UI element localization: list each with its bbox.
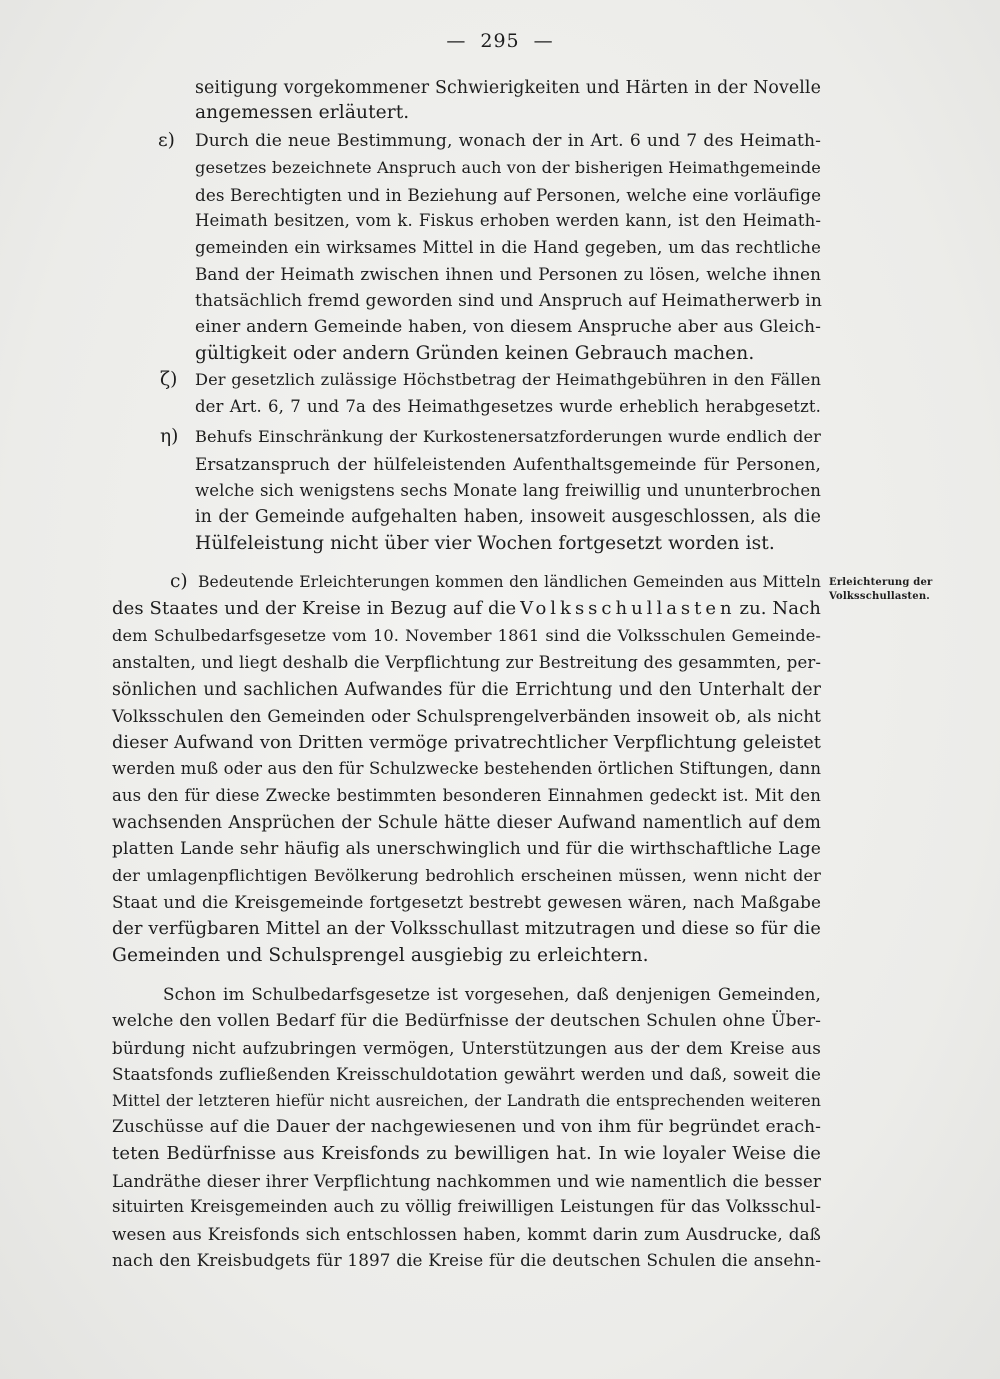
text-line: bürdung nicht aufzubringen vermögen, Unterstützungen aus der dem Kreise aus <box>112 1038 821 1058</box>
text-line: dem Schulbedarfsgesetze vom 10. November 1861 sind die Volksschulen Gemeinde- <box>112 626 821 645</box>
margin-note-line: Volksschullasten. <box>829 591 930 602</box>
text-line: sönlichen und sachlichen Aufwandes für die Errichtung und den Unterhalt der <box>112 680 821 700</box>
text-line: Volksschulen den Gemeinden oder Schulsprengelverbänden insoweit ob, als nicht <box>112 706 821 726</box>
text-line: wesen aus Kreisfonds sich entschlossen haben, kommt darin zum Ausdrucke, daß <box>112 1224 821 1244</box>
text-line: Durch die neue Bestimmung, wonach der in Art. 6 und 7 des Heimath- <box>195 131 821 151</box>
text-line: Band der Heimath zwischen ihnen und Personen zu lösen, welche ihnen <box>195 264 821 284</box>
dash-right: — <box>533 30 554 52</box>
text-line: gemeinden ein wirksames Mittel in die Hand gegeben, um das rechtliche <box>195 238 821 257</box>
text-line: Gemeinden und Schulsprengel ausgiebig zu erleichtern. <box>112 945 649 966</box>
text-line: angemessen erläutert. <box>195 102 410 123</box>
text-line: situirten Kreisgemeinden auch zu völlig freiwilligen Leistungen für das Volksschul- <box>112 1197 821 1216</box>
emphasized-term: Volksschullasten <box>520 598 736 619</box>
text-segment: des Staates und der Kreise in Bezug auf die <box>112 598 517 619</box>
text-line: teten Bedürfnisse aus Kreisfonds zu bewilligen hat. In wie loyaler Weise die <box>112 1143 821 1164</box>
text-line: Landräthe dieser ihrer Verpflichtung nachkommen und wie namentlich die besser <box>112 1171 821 1191</box>
text-line: dieser Aufwand von Dritten vermöge privatrechtlicher Verpflichtung geleistet <box>112 733 821 753</box>
text-line: Der gesetzlich zulässige Höchstbetrag der Heimathgebühren in den Fällen <box>195 370 821 389</box>
section-marker: c) <box>170 571 188 592</box>
text-line: Behufs Einschränkung der Kurkostenersatzforderungen wurde endlich der <box>195 427 821 446</box>
text-line-with-emphasis <box>112 596 821 622</box>
text-line: Hülfeleistung nicht über vier Wochen fortgesetzt worden ist. <box>195 533 775 554</box>
text-line: werden muß oder aus den für Schulzwecke bestehenden örtlichen Stiftungen, dann <box>112 759 822 778</box>
text-line: platten Lande sehr häufig als unerschwinglich und für die wirthschaftliche Lage <box>112 839 821 859</box>
text-segment: zu. Nach <box>739 598 821 619</box>
text-line: Zuschüsse auf die Dauer der nachgewiesenen und von ihm für begründet erach- <box>112 1117 821 1137</box>
text-line: anstalten, und liegt deshalb die Verpflichtung zur Bestreitung des gesammten, per- <box>112 653 821 672</box>
text-line: Schon im Schulbedarfsgesetze ist vorgesehen, daß denjenigen Gemeinden, <box>163 984 821 1004</box>
text-line: einer andern Gemeinde haben, von diesem Anspruche aber aus Gleich- <box>195 317 821 337</box>
text-line: Staat und die Kreisgemeinde fortgesetzt bestrebt gewesen wären, nach Maßgabe <box>112 892 821 912</box>
text-line: Ersatzanspruch der hülfeleistenden Aufenthaltsgemeinde für Personen, <box>195 454 821 474</box>
text-line: thatsächlich fremd geworden sind und Anspruch auf Heimatherwerb in <box>195 291 822 311</box>
page-number-value: 295 <box>480 30 520 52</box>
text-line: Staatsfonds zufließenden Kreisschuldotation gewährt werden und daß, soweit die <box>112 1064 821 1084</box>
text-line: welche den vollen Bedarf für die Bedürfnisse der deutschen Schulen ohne Über- <box>112 1011 821 1031</box>
text-line: welche sich wenigstens sechs Monate lang freiwillig und ununterbrochen <box>195 481 821 500</box>
margin-note-line: Erleichterung der <box>829 577 933 588</box>
margin-note <box>829 576 933 604</box>
text-line: Bedeutende Erleichterungen kommen den ländlichen Gemeinden aus Mitteln <box>198 573 821 591</box>
text-line: gültigkeit oder andern Gründen keinen Gebrauch machen. <box>195 343 755 364</box>
text-line: seitigung vorgekommener Schwierigkeiten und Härten in der Novelle <box>195 78 821 98</box>
text-line: nach den Kreisbudgets für 1897 die Kreise für die deutschen Schulen die ansehn- <box>112 1250 821 1270</box>
dash-left: — <box>446 30 467 52</box>
list-marker: ζ) <box>160 369 178 390</box>
text-line: der Art. 6, 7 und 7a des Heimathgesetzes wurde erheblich herabgesetzt. <box>195 397 821 416</box>
text-line: in der Gemeinde aufgehalten haben, insoweit ausgeschlossen, als die <box>195 507 821 527</box>
text-line: Heimath besitzen, vom k. Fiskus erhoben werden kann, ist den Heimath- <box>195 211 821 230</box>
text-line: des Berechtigten und in Beziehung auf Personen, welche eine vorläufige <box>195 185 822 205</box>
text-line: gesetzes bezeichnete Anspruch auch von der bisherigen Heimathgemeinde <box>195 158 821 177</box>
list-marker: ε) <box>158 130 175 151</box>
text-line: aus den für diese Zwecke bestimmten besonderen Einnahmen gedeckt ist. Mit den <box>112 786 821 805</box>
text-line: wachsenden Ansprüchen der Schule hätte dieser Aufwand namentlich auf dem <box>112 813 821 833</box>
text-line: Mittel der letzteren hiefür nicht ausreichen, der Landrath die entsprechenden weiteren <box>112 1092 821 1110</box>
page-number <box>0 30 1000 52</box>
text-line: der verfügbaren Mittel an der Volksschullast mitzutragen und diese so für die <box>112 919 821 939</box>
list-marker: η) <box>160 426 179 447</box>
text-line: der umlagenpflichtigen Bevölkerung bedrohlich erscheinen müssen, wenn nicht der <box>112 866 821 885</box>
